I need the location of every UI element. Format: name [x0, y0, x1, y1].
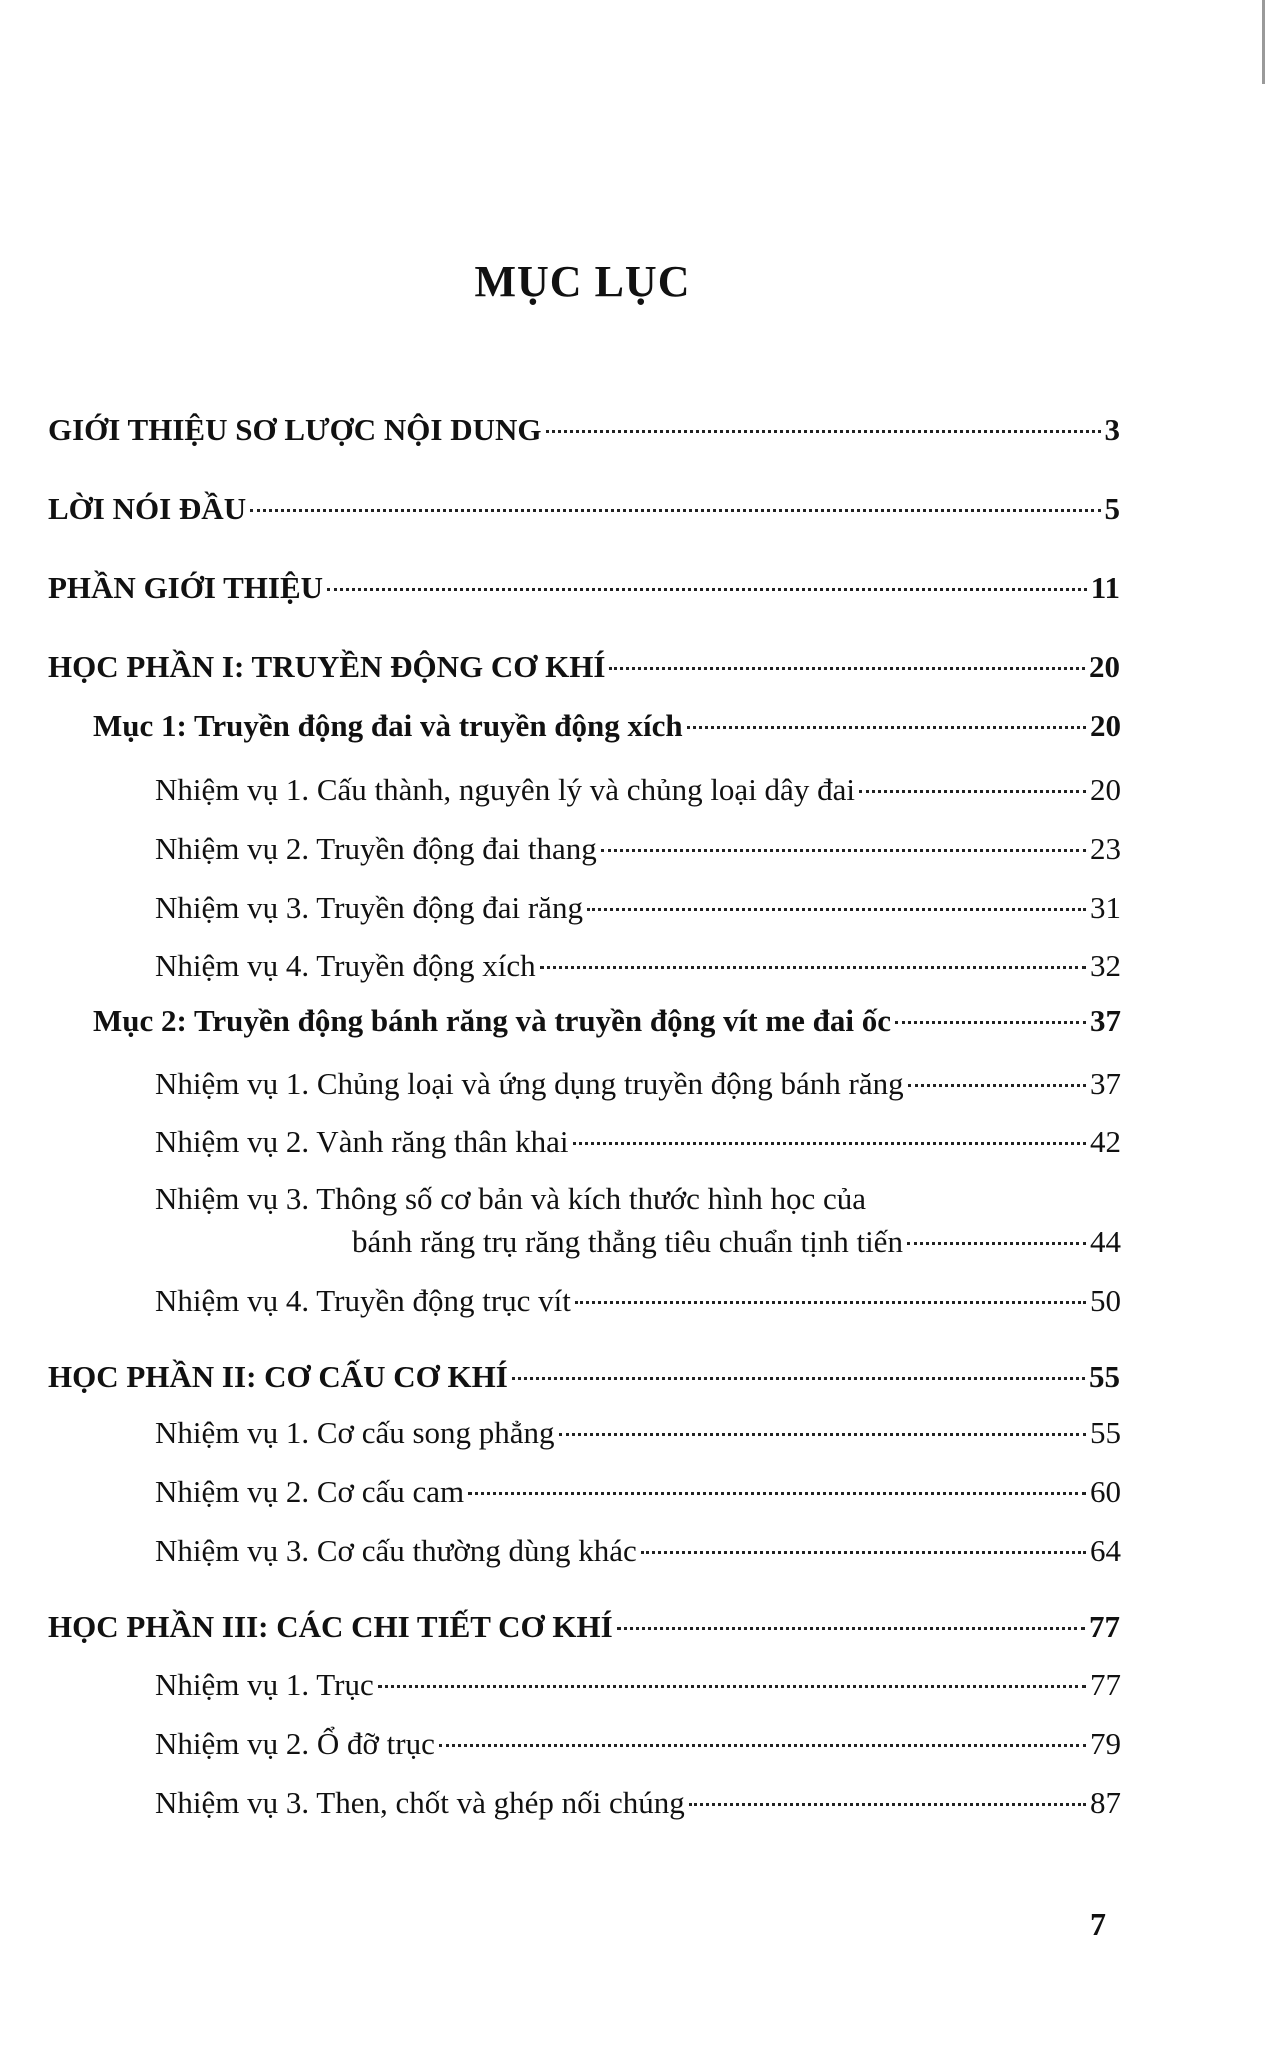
toc-entry-page: 42: [1090, 1124, 1121, 1159]
toc-entry[interactable]: [155, 1472, 1121, 1512]
dot-leader: [907, 1242, 1086, 1245]
toc-entry-label: bánh răng trụ răng thẳng tiêu chuẩn tịnh tiến: [352, 1224, 903, 1259]
toc-entry-label: Nhiệm vụ 4. Truyền động trục vít: [155, 1283, 571, 1318]
toc-entry-label: Nhiệm vụ 2. Cơ cấu cam: [155, 1474, 465, 1509]
dot-leader: [540, 966, 1086, 969]
toc-entry-label: LỜI NÓI ĐẦU: [48, 491, 247, 526]
toc-entry-page: 77: [1089, 1609, 1120, 1644]
toc-entry[interactable]: [155, 1413, 1121, 1453]
dot-leader: [546, 430, 1101, 433]
dot-leader: [439, 1744, 1086, 1747]
dot-leader: [573, 1142, 1086, 1145]
toc-entry-page: 77: [1090, 1667, 1121, 1702]
toc-entry[interactable]: [93, 706, 1121, 746]
dot-leader: [559, 1433, 1086, 1436]
toc-entry-page: 37: [1090, 1003, 1121, 1038]
page-title: MỤC LỤC: [474, 257, 691, 306]
dot-leader: [575, 1301, 1086, 1304]
scan-edge-mark: [1262, 0, 1265, 84]
toc-entry[interactable]: [155, 1783, 1121, 1823]
toc-entry-label: PHẦN GIỚI THIỆU: [48, 570, 324, 605]
toc-entry-label: Nhiệm vụ 3. Cơ cấu thường dùng khác: [155, 1533, 637, 1568]
toc-entry-label: Nhiệm vụ 2. Vành răng thân khai: [155, 1124, 569, 1159]
toc-entry-page: 32: [1090, 948, 1121, 983]
dot-leader: [687, 726, 1086, 729]
toc-entry[interactable]: [93, 1001, 1121, 1041]
toc-entry-label: Nhiệm vụ 1. Cơ cấu song phẳng: [155, 1415, 555, 1450]
dot-leader: [512, 1377, 1085, 1380]
toc-entry-page: 3: [1104, 412, 1120, 447]
toc-entry-label: GIỚI THIỆU SƠ LƯỢC NỘI DUNG: [48, 412, 542, 447]
toc-entry-page: 20: [1090, 772, 1121, 807]
toc-entry-first-line[interactable]: [155, 1179, 1121, 1219]
toc-entry-label: HỌC PHẦN III: CÁC CHI TIẾT CƠ KHÍ: [48, 1609, 613, 1644]
toc-entry-label: Nhiệm vụ 1. Cấu thành, nguyên lý và chủng loại dây đai: [155, 772, 855, 807]
toc-entry-page: 55: [1089, 1359, 1120, 1394]
toc-entry[interactable]: [155, 1665, 1121, 1705]
toc-entry-label: Mục 2: Truyền động bánh răng và truyền động vít me đai ốc: [93, 1003, 892, 1038]
toc-entry-page: 31: [1090, 890, 1121, 925]
toc-entry-label: HỌC PHẦN II: CƠ CẤU CƠ KHÍ: [48, 1359, 508, 1394]
toc-entry-label: Nhiệm vụ 3. Then, chốt và ghép nối chúng: [155, 1785, 685, 1820]
toc-entry-page: 50: [1090, 1283, 1121, 1318]
toc-entry-label: Nhiệm vụ 4. Truyền động xích: [155, 948, 536, 983]
toc-entry-page: 20: [1089, 649, 1120, 684]
toc-entry[interactable]: [155, 888, 1121, 928]
toc-entry-page: 87: [1090, 1785, 1121, 1820]
toc-entry[interactable]: [155, 1122, 1121, 1162]
toc-entry-label: Nhiệm vụ 1. Chủng loại và ứng dụng truyền động bánh răng: [155, 1066, 904, 1101]
toc-entry-label: Nhiệm vụ 1. Trục: [155, 1667, 374, 1702]
dot-leader: [641, 1551, 1086, 1554]
toc-entry[interactable]: [155, 1724, 1121, 1764]
dot-leader: [587, 908, 1086, 911]
toc-entry[interactable]: [155, 1064, 1121, 1104]
dot-leader: [327, 588, 1087, 591]
dot-leader: [617, 1627, 1085, 1630]
dot-leader: [468, 1492, 1086, 1495]
toc-entry[interactable]: [155, 829, 1121, 869]
toc-entry[interactable]: [48, 568, 1120, 608]
toc-entry-page: 5: [1104, 491, 1120, 526]
toc-entry[interactable]: [155, 946, 1121, 986]
dot-leader: [689, 1803, 1086, 1806]
toc-entry-label: Nhiệm vụ 3. Truyền động đai răng: [155, 890, 583, 925]
dot-leader: [601, 849, 1086, 852]
toc-entry-page: 23: [1090, 831, 1121, 866]
toc-entry-page: 55: [1090, 1415, 1121, 1450]
dot-leader: [908, 1084, 1086, 1087]
toc-entry[interactable]: [48, 647, 1120, 687]
toc-entry[interactable]: [48, 489, 1120, 529]
dot-leader: [895, 1021, 1086, 1024]
page-number: 7: [1090, 1906, 1106, 1942]
toc-entry-label: Mục 1: Truyền động đai và truyền động xích: [93, 708, 683, 743]
toc-entry-page: 44: [1090, 1224, 1121, 1259]
toc-entry-page: 20: [1090, 708, 1121, 743]
toc-entry-page: 37: [1090, 1066, 1121, 1101]
toc-entry-page: 11: [1090, 570, 1120, 605]
toc-entry[interactable]: [155, 1281, 1121, 1321]
toc-entry[interactable]: [155, 1531, 1121, 1571]
toc-entry[interactable]: [48, 1607, 1120, 1647]
toc-entry[interactable]: [48, 1357, 1120, 1397]
toc-entry-continuation[interactable]: [352, 1222, 1121, 1262]
dot-leader: [378, 1685, 1086, 1688]
toc-entry[interactable]: [155, 770, 1121, 810]
toc-entry-label: Nhiệm vụ 3. Thông số cơ bản và kích thước hình học của: [155, 1181, 867, 1216]
toc-entry-label: HỌC PHẦN I: TRUYỀN ĐỘNG CƠ KHÍ: [48, 649, 606, 684]
toc-entry-page: 79: [1090, 1726, 1121, 1761]
toc-entry-page: 60: [1090, 1474, 1121, 1509]
dot-leader: [859, 790, 1086, 793]
toc-entry-label: Nhiệm vụ 2. Truyền động đai thang: [155, 831, 597, 866]
toc-entry[interactable]: [48, 410, 1120, 450]
toc-entry-page: 64: [1090, 1533, 1121, 1568]
dot-leader: [250, 509, 1100, 512]
toc-entry-label: Nhiệm vụ 2. Ổ đỡ trục: [155, 1726, 435, 1761]
dot-leader: [609, 667, 1085, 670]
